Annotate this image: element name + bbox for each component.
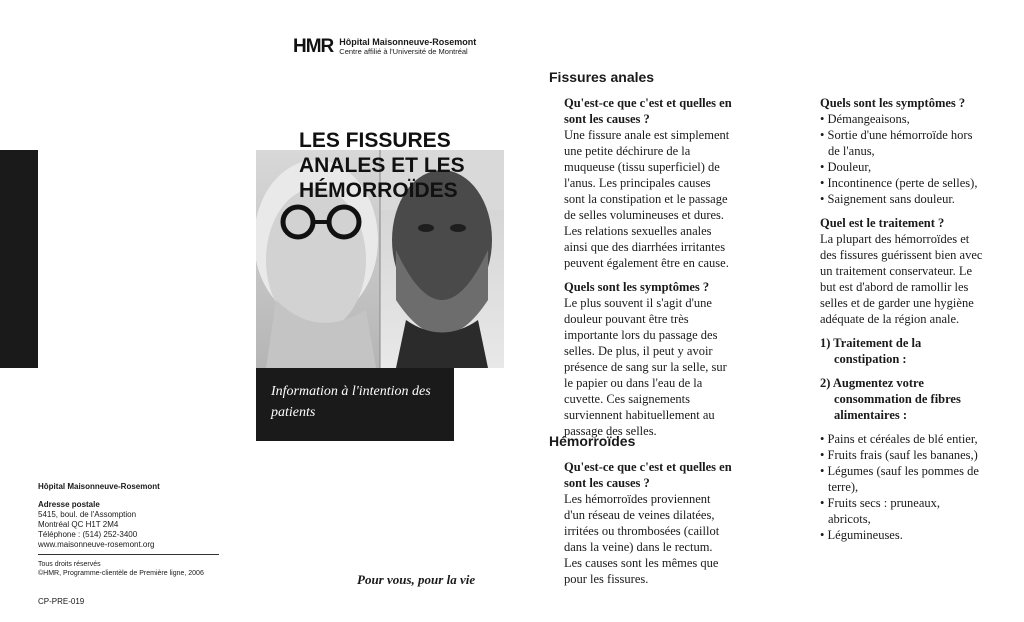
answer: Une fissure anale est simplement une petite déchirure de la muqueuse (tissu superficiel) de l'anus. Les principales causes sont la constipation et le passage de selles volumineuses et dures. Les relations sexuelles anales ainsi que des diarrhées irritantes peuvent également être en cause. (564, 128, 730, 270)
contact-hospital: Hôpital Maisonneuve-Rosemont (38, 482, 160, 491)
logo-mark: HMR (293, 36, 334, 57)
list-item: • Légumes (sauf les pommes de terre), (820, 463, 985, 495)
info-banner (256, 368, 454, 441)
copyright-text: ©HMR, Programme-clientèle de Première ligne, 2006 (38, 570, 204, 577)
logo-subtitle: Centre affilié à l'Université de Montréal (339, 47, 468, 56)
divider (38, 554, 219, 555)
question: Quels sont les symptômes ? (820, 96, 966, 110)
list-item: • Pains et céréales de blé entier, (820, 431, 985, 447)
info-text: Information à l'intention des patients (271, 384, 431, 420)
fissures-column (564, 95, 732, 439)
list-item: • Sortie d'une hémorroïde hors de l'anus, (820, 127, 985, 159)
fibres-list (820, 431, 985, 543)
answer: Le plus souvent il s'agit d'une douleur pouvant être très importante lors du passage des selles. De plus, il peut y avoir présence de sang sur la selle, sur le papier ou dans l'eau de la cuvette. Ces saignements surviennent habituellement au passage des selles. (564, 296, 727, 438)
phone: Téléphone : (514) 252-3400 (38, 530, 138, 539)
contact-block (38, 482, 218, 550)
step: 1) Traitement de la constipation : (820, 336, 922, 366)
website: www.maisonneuve-rosemont.org (38, 540, 155, 549)
address-label: Adresse postale (38, 500, 100, 509)
cover-title-line: ANALES ET LES (299, 154, 465, 177)
hospital-logo (293, 36, 476, 58)
answer: La plupart des hémorroïdes et des fissures guérissent bien avec un traitement conservateur. Le but est d'abord de ramollir les selles et de garder une hygiène adéquate de la région anale. (820, 232, 983, 326)
question: Quel est le traitement ? (820, 216, 945, 230)
decorative-bar (0, 150, 38, 368)
cover-title-line: LES FISSURES (299, 129, 451, 152)
list-item: • Fruits secs : pruneaux, abricots, (820, 495, 985, 527)
list-item: • Incontinence (perte de selles), (820, 175, 985, 191)
list-item: • Fruits frais (sauf les bananes,) (820, 447, 985, 463)
address-line: Montréal QC H1T 2M4 (38, 520, 119, 529)
hemorroides-column (564, 459, 732, 587)
question: Quels sont les symptômes ? (564, 280, 710, 294)
section-title-hemorroides: Hémorroïdes (549, 433, 636, 449)
list-item: • Saignement sans douleur. (820, 191, 985, 207)
list-item: • Démangeaisons, (820, 111, 985, 127)
rights-block (38, 560, 218, 578)
address-line: 5415, boul. de l'Assomption (38, 510, 137, 519)
symptoms-list (820, 111, 985, 207)
list-item: • Douleur, (820, 159, 985, 175)
right-column (820, 95, 985, 543)
list-item: • Légumineuses. (820, 527, 985, 543)
answer: Les hémorroïdes proviennent d'un réseau de veines dilatées, irritées ou thrombosées (caillot dans la veine) dans le rectum. Les causes sont les mêmes que pour les fissures. (564, 492, 720, 586)
rights-text: Tous droits réservés (38, 561, 101, 568)
question: Qu'est-ce que c'est et quelles en sont les causes ? (564, 96, 732, 126)
section-title-fissures: Fissures anales (549, 69, 655, 85)
document-code: CP-PRE-019 (38, 597, 85, 606)
logo-name: Hôpital Maisonneuve-Rosemont (339, 37, 477, 47)
cover-title (299, 128, 465, 203)
cover-title-line: HÉMORROÏDES (299, 179, 458, 202)
question: Qu'est-ce que c'est et quelles en sont les causes ? (564, 460, 732, 490)
slogan: Pour vous, pour la vie (357, 572, 476, 587)
step: 2) Augmentez votre consommation de fibres alimentaires : (820, 376, 961, 422)
